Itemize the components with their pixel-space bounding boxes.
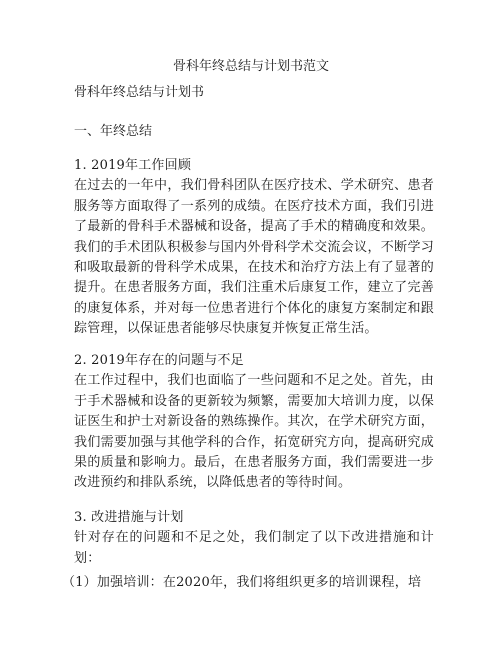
- section-block-2019-problems: [74, 351, 434, 494]
- paragraph: 在过去的一年中，我们骨科团队在医疗技术、学术研究、患者服务等方面取得了一系列的成绩。在医疗技术方面，我们引进了最新的骨科手术器械和设备，提高了手术的精确度和效果。我们的手术团队积极参与国内外骨科学术交流会议，不断学习和吸取最新的骨科学术成果，在技术和治疗方法上有了显著的提升。在患者服务方面，我们注重术后康复工作，建立了完善的康复体系，并对每一位患者进行个体化的康复方案制定和跟踪管理，以保证患者能够尽快康复并恢复正常生活。: [74, 178, 434, 337]
- document-subtitle: 骨科年终总结与计划书: [74, 85, 205, 100]
- document-title: 骨科年终总结与计划书范文: [172, 59, 329, 74]
- list-item-training: （1）加强培训：在2020年，我们将组织更多的培训课程，培: [62, 575, 422, 590]
- paragraph: 在工作过程中，我们也面临了一些问题和不足之处。首先，由于手术器械和设备的更新较为频繁，需要加大培训力度，以保证医生和护士对新设备的熟练操作。其次，在学术研究方面，我们需要加强与其他学科的合作，拓宽研究方向，提高研究成果的质量和影响力。最后，在患者服务方面，我们需要进一步改进预约和排队系统，以降低患者的等待时间。: [74, 373, 434, 491]
- section-block-2019-review: [74, 156, 434, 340]
- paragraph: 针对存在的问题和不足之处，我们制定了以下改进措施和计划：: [74, 530, 434, 566]
- subsection-heading: 2. 2019年存在的问题与不足: [74, 353, 244, 368]
- subsection-heading: 3. 改进措施与计划: [74, 510, 184, 525]
- section-block-improvements: [74, 508, 434, 569]
- subsection-heading: 1. 2019年工作回顾: [74, 158, 192, 173]
- section-heading-year-end-summary: 一、年终总结: [74, 124, 153, 139]
